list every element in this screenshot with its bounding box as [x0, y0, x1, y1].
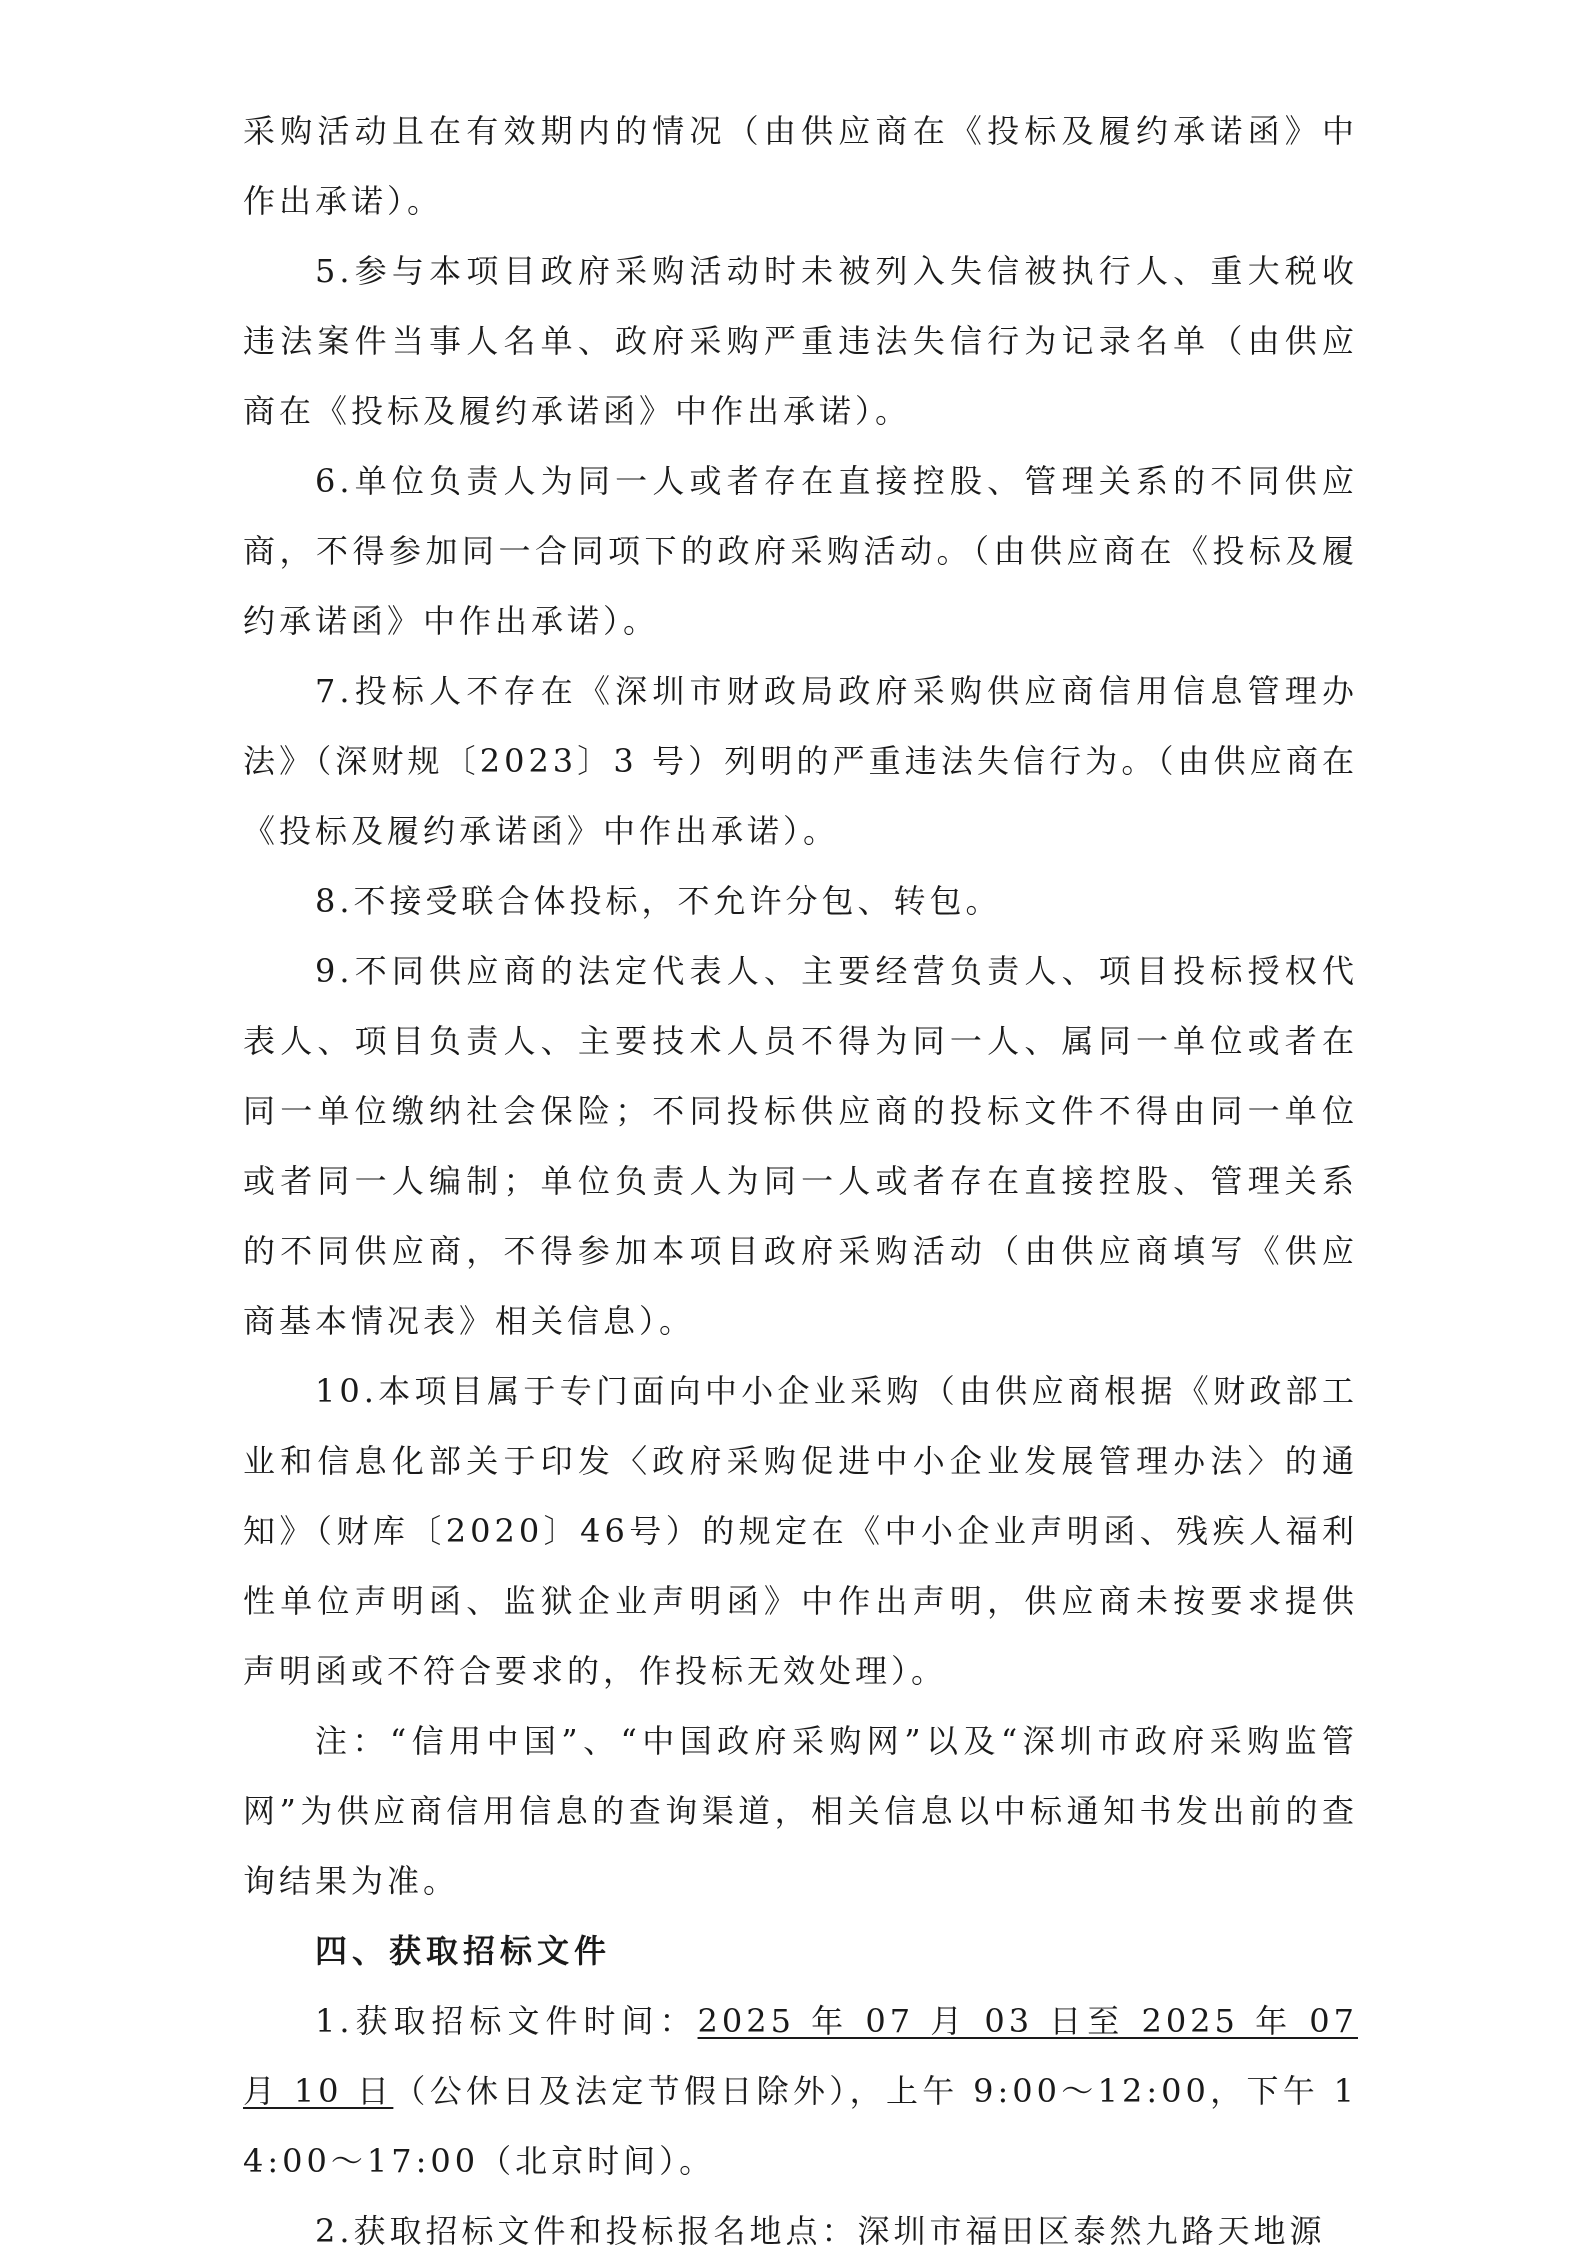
- requirement-item-6: 6.单位负责人为同一人或者存在直接控股、管理关系的不同供应商，不得参加同一合同项下的政府采购活动。（由供应商在《投标及履约承诺函》中作出承诺）。: [243, 462, 1358, 640]
- requirement-item-7: 7.投标人不存在《深圳市财政局政府采购供应商信用信息管理办法》（深财规〔2023〕3 号）列明的严重违法失信行为。（由供应商在《投标及履约承诺函》中作出承诺）。: [243, 672, 1358, 850]
- requirement-item-5: 5.参与本项目政府采购活动时未被列入失信被执行人、重大税收违法案件当事人名单、政府采购严重违法失信行为记录名单（由供应商在《投标及履约承诺函》中作出承诺）。: [243, 252, 1358, 430]
- acquire-time-label: 1.获取招标文件时间：: [315, 2002, 698, 2040]
- continued-paragraph: 采购活动且在有效期内的情况（由供应商在《投标及履约承诺函》中作出承诺）。: [243, 112, 1358, 220]
- acquire-time-hours: （公休日及法定节假日除外），上午 9:00～12:00，下午 14:00～17:00（北京时间）。: [243, 2072, 1358, 2180]
- document-body: [243, 96, 1358, 2266]
- section-heading: 四、获取招标文件: [315, 1932, 612, 1970]
- requirement-item-10: 10.本项目属于专门面向中小企业采购（由供应商根据《财政部工业和信息化部关于印发〈政府采购促进中小企业发展管理办法〉的通知》（财库〔2020〕46号）的规定在《中小企业声明函、残疾人福利性单位声明函、监狱企业声明函》中作出声明，供应商未按要求提供声明函或不符合要求的，作投标无效处理）。: [243, 1372, 1358, 1690]
- credit-query-note: 注：“信用中国”、“中国政府采购网”以及“深圳市政府采购监管网”为供应商信用信息的查询渠道，相关信息以中标通知书发出前的查询结果为准。: [243, 1722, 1358, 1900]
- acquire-time-paragraph: [243, 1986, 1358, 2196]
- requirement-item-9: 9.不同供应商的法定代表人、主要经营负责人、项目投标授权代表人、项目负责人、主要技术人员不得为同一人、属同一单位或者在同一单位缴纳社会保险；不同投标供应商的投标文件不得由同一单位或者同一人编制；单位负责人为同一人或者存在直接控股、管理关系的不同供应商，不得参加本项目政府采购活动（由供应商填写《供应商基本情况表》相关信息）。: [243, 952, 1358, 1340]
- acquire-place-paragraph: 2.获取招标文件和投标报名地点：深圳市福田区泰然九路天地源: [315, 2212, 1326, 2250]
- acquire-date-range: 2025 年 07 月 03 日至 2025 年 07 月 10 日: [243, 2002, 1358, 2110]
- requirement-item-8: 8.不接受联合体投标，不允许分包、转包。: [315, 882, 1002, 920]
